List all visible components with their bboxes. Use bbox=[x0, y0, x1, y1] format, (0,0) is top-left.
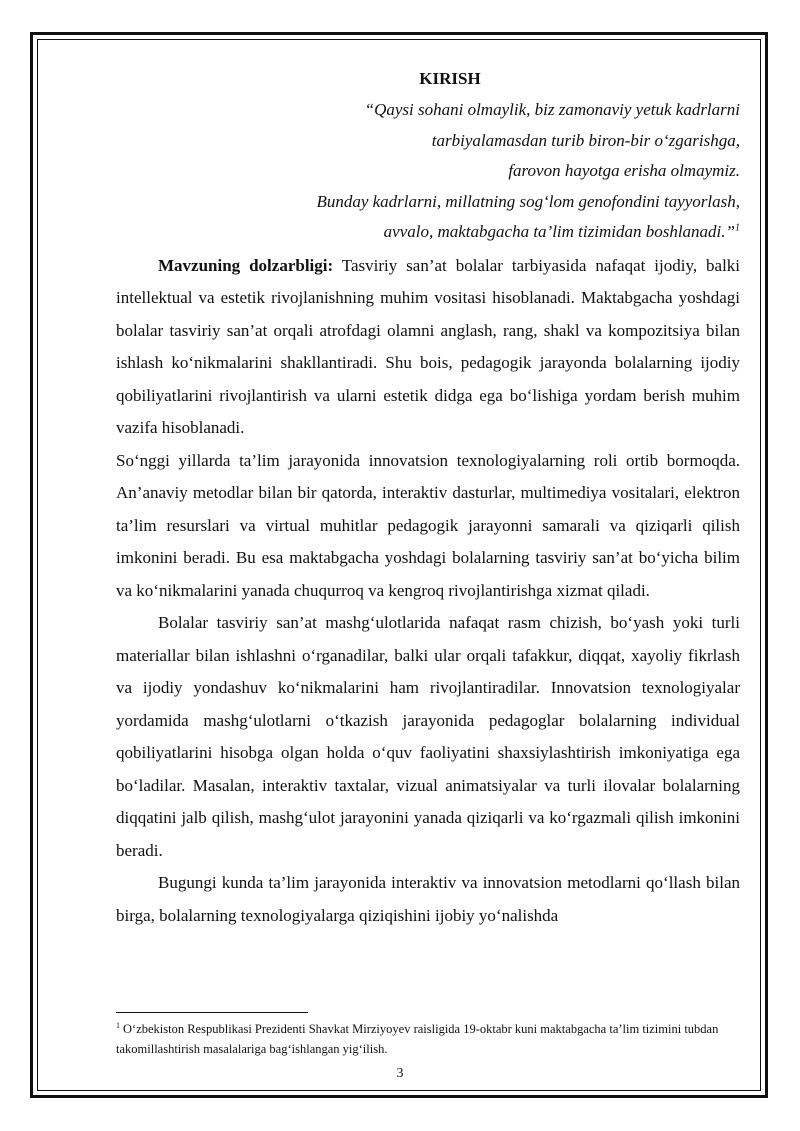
epigraph bbox=[116, 95, 740, 248]
page-content bbox=[116, 68, 740, 932]
paragraph: Bugungi kunda ta’lim jarayonida interaktiv va innovatsion metodlarni qo‘llash bilan birga, bolalarning texnologiyalarga qiziqishini ijobiy yo‘nalishda bbox=[116, 873, 740, 925]
page-title: KIRISH bbox=[419, 69, 481, 88]
paragraph: So‘nggi yillarda ta’lim jarayonida innovatsion texnologiyalarning roli ortib bormoqda. An’anaviy metodlar bilan bir qatorda, interaktiv dasturlar, multimediya vositalari, elektron ta’lim resurslari va virtual muhitlar pedagogik jarayonni samarali va qiziqarli qilish imkonini beradi. Bu esa maktabgacha yoshdagi bolalarning tasviriy san’at bo‘yicha bilim va ko‘nikmalarini yanada chuqurroq va kengroq rivojlantirishga xizmat qiladi. bbox=[116, 450, 740, 600]
footnote-reference[interactable]: 1 bbox=[735, 222, 740, 234]
footnote-mark: 1 bbox=[116, 1020, 120, 1030]
footnote-text: O‘zbekiston Respublikasi Prezidenti Shavkat Mirziyoyev raisligida 19-oktabr kuni maktabgacha ta’lim tizimini tubdan takomillashtirish masalalariga bag‘ishlangan yig‘ilish. bbox=[116, 1022, 719, 1056]
epigraph-line: “Qaysi sohani olmaylik, biz zamonaviy yetuk kadrlarni bbox=[364, 100, 740, 119]
paragraph: Bolalar tasviriy san’at mashg‘ulotlarida nafaqat rasm chizish, bo‘yash yoki turli materiallar bilan ishlashni o‘rganadilar, balki ular orqali tafakkur, diqqat, xayoliy fikrlash va ijodiy yondashuv ko‘nikmalarini ham rivojlantiradilar. Innovatsion texnologiyalar yordamida mashg‘ulotlarni o‘tkazish jarayonida pedagoglar bolalarning individual qobiliyatlarini hisobga olgan holda o‘quv faoliyatini shaxsiylashtirish imkoniyatiga ega bo‘ladilar. Masalan, interaktiv taxtalar, vizual animatsiyalar va turli ilovalar bolalarning diqqatini jalb qilish, mashg‘ulot jarayonini yanada qiziqarli va ko‘rgazmali qilish imkonini beradi. bbox=[116, 613, 740, 860]
epigraph-line: tarbiyalamasdan turib biron-bir o‘zgarishga, bbox=[431, 130, 740, 150]
epigraph-line-last bbox=[116, 217, 740, 248]
body-text bbox=[116, 250, 740, 933]
paragraph bbox=[116, 250, 740, 445]
paragraph-lead: Mavzuning dolzarbligi: bbox=[158, 255, 334, 275]
footnote-divider bbox=[116, 1012, 308, 1013]
epigraph-line: Bunday kadrlarni, millatning sog‘lom genofondini tayyorlash, bbox=[316, 191, 740, 211]
paragraph-text: Tasviriy san’at bolalar tarbiyasida nafaqat ijodiy, balki intellektual va estetik rivojlanishning muhim vositasi hisoblanadi. Maktabgacha yoshdagi bolalar tasviriy san’at orqali atrofdagi olamni anglash, rang, shakl va kompozitsiya bilan ishlash ko‘nikmalarini shakllantiradi. Shu bois, pedagogik jarayonda bolalarning ijodiy qobiliyatlarini rivojlantirish va ularni estetik didga ega bo‘lishiga yordam berish muhim vazifa hisoblanadi. bbox=[116, 255, 741, 437]
epigraph-line: farovon hayotga erisha olmaymiz. bbox=[508, 161, 740, 180]
footnote bbox=[116, 1019, 740, 1059]
epigraph-line: avvalo, maktabgacha ta’lim tizimidan boshlanadi.” bbox=[383, 222, 735, 241]
page-number: 3 bbox=[396, 1066, 404, 1081]
